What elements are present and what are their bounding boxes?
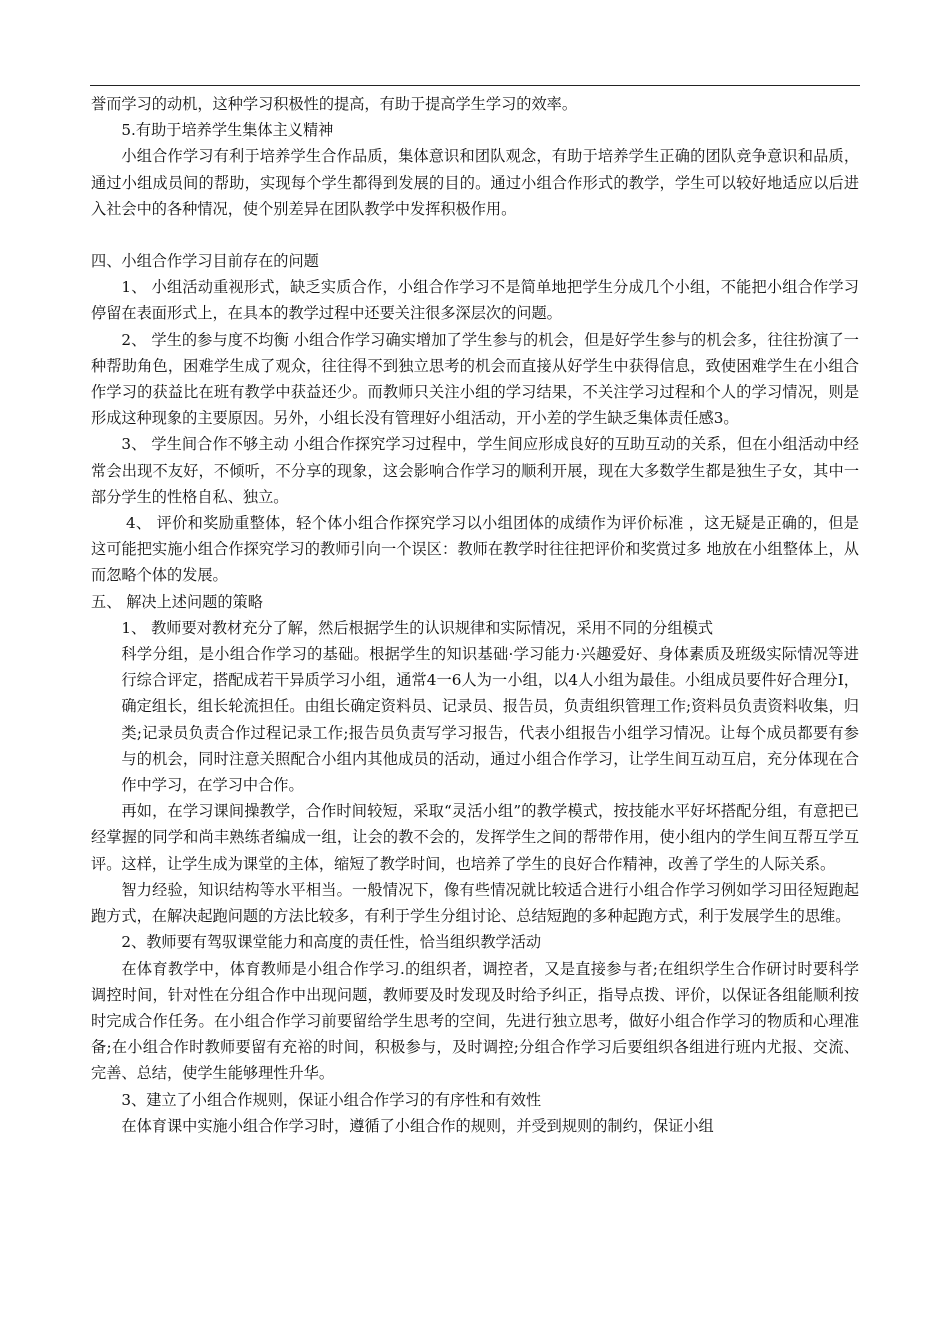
section-heading: 5.有助于培养学生集体主义精神 xyxy=(121,121,334,140)
list-item: 1、 教师要对教材充分了解，然后根据学生的认识规律和实际情况，采用不同的分组模式 xyxy=(121,618,714,637)
chapter-heading: 五、 解决上述问题的策略 xyxy=(91,592,263,611)
blank-line xyxy=(91,222,859,248)
paragraph: 再如，在学习课间操教学，合作时间较短，采取“灵活小组”的教学模式，按技能水平好坏搭配分组，有意把已经掌握的同学和尚丰熟练者编成一组，让会的教不会的，发挥学生之间的帮带作用，使小组内的学生间互帮互学互评。这样，让学生成为课堂的主体，缩短了教学时间，也培养了学生的良好合作精神，改善了学生的人际关系。 xyxy=(91,802,859,873)
section-heading: 2、教师要有驾驭课堂能力和高度的责任性，恰当组织教学活动 xyxy=(121,933,542,952)
section-heading: 3、建立了小组合作规则，保证小组合作学习的有序性和有效性 xyxy=(121,1090,542,1109)
paragraph: 在体育课中实施小组合作学习时，遵循了小组合作的规则，并受到规则的制约，保证小组 xyxy=(121,1116,714,1135)
document-body xyxy=(91,91,859,1139)
list-item: 2、 学生的参与度不均衡 小组合作学习确实增加了学生参与的机会，但是好学生参与的机会多，往往扮演了一种帮助角色，困难学生成了观众，往往得不到独立思考的机会而直接从好学生中获得信息，致使困难学生在小组合作学习的获益比在班有教学中获益还少。而教师只关注小组的学习结果，不关注学习过程和个人的学习情况，则是形成这种现象的主要原因。另外，小组长没有管理好小组活动，开小差的学生缺乏集体责任感3。 xyxy=(91,330,859,428)
paragraph: 科学分组，是小组合作学习的基础。根据学生的知识基础·学习能力·兴趣爱好、身体素质及班级实际情况等进行综合评定，搭配成若干异质学习小组，通常4一6人为一小组，以4人小组为最佳。小组成员要件好合理分I，确定组长，组长轮流担任。由组长确定资料员、记录员、报告员，负责组织管理工作;资料员负责资料收集，归类;记录员负责合作过程记录工作;报告员负责写学习报告，代表小组报告小组学习情况。让每个成员都要有参与的机会，同时注意关照配合小组内其他成员的活动，通过小组合作学习，让学生间互动互启，充分体现在合作中学习，在学习中合作。 xyxy=(121,645,859,795)
list-item: 3、 学生间合作不够主动 小组合作探究学习过程中，学生间应形成良好的互助互动的关系，但在小组活动中经常会出现不友好，不倾听，不分享的现象，这会影响合作学习的顺利开展，现在大多数学生都是独生子女，其中一部分学生的性格自私、独立。 xyxy=(91,435,859,506)
paragraph: 誉而学习的动机，这种学习积极性的提高，有助于提高学生学习的效率。 xyxy=(91,95,577,113)
list-item: 4、 评价和奖励重整体，轻个体小组合作探究学习以小组团体的成绩作为评价标准 ，这无疑是正确的，但是这可能把实施小组合作探究学习的教师引向一个误区：教师在教学时往往把评价和奖赏过多 地放在小组整体上，从而忽略个体的发展。 xyxy=(91,514,859,585)
paragraph: 智力经验，知识结构等水平相当。一般情况下，像有些情况就比较适合进行小组合作学习例如学习田径短跑起跑方式，在解决起跑问题的方法比较多，有利于学生分组讨论、总结短跑的多种起跑方式，利于发展学生的思维。 xyxy=(91,880,859,926)
list-item: 1、 小组活动重视形式，缺乏实质合作，小组合作学习不是简单地把学生分成几个小组，不能把小组合作学习停留在表面形式上，在具本的教学过程中还要关注很多深层次的问题。 xyxy=(91,278,859,323)
paragraph: 小组合作学习有利于培养学生合作品质，集体意识和团队观念，有助于培养学生正确的团队竞争意识和品质，通过小组成员间的帮助，实现每个学生都得到发展的目的。通过小组合作形式的教学，学生可以较好地适应以后进入社会中的各种情况，使个别差异在团队教学中发挥积极作用。 xyxy=(91,147,859,218)
chapter-heading: 四、小组合作学习目前存在的问题 xyxy=(91,252,319,271)
paragraph: 在体育教学中，体育教师是小组合作学习.的组织者，调控者，又是直接参与者;在组织学生合作研讨时要科学调控时间，针对性在分组合作中出现问题，教师要及时发现及时给予纠正，指导点拨、评价，以保证各组能顺利按时完成合作任务。在小组合作学习前要留给学生思考的空间，先进行独立思考，做好小组合作学习的物质和心理准备;在小组合作时教师要留有充裕的时间，积极参与，及时调控;分组合作学习后要组织各组进行班内尤报、交流、完善、总结，使学生能够理性升华。 xyxy=(91,959,859,1083)
header-rule xyxy=(90,85,860,86)
